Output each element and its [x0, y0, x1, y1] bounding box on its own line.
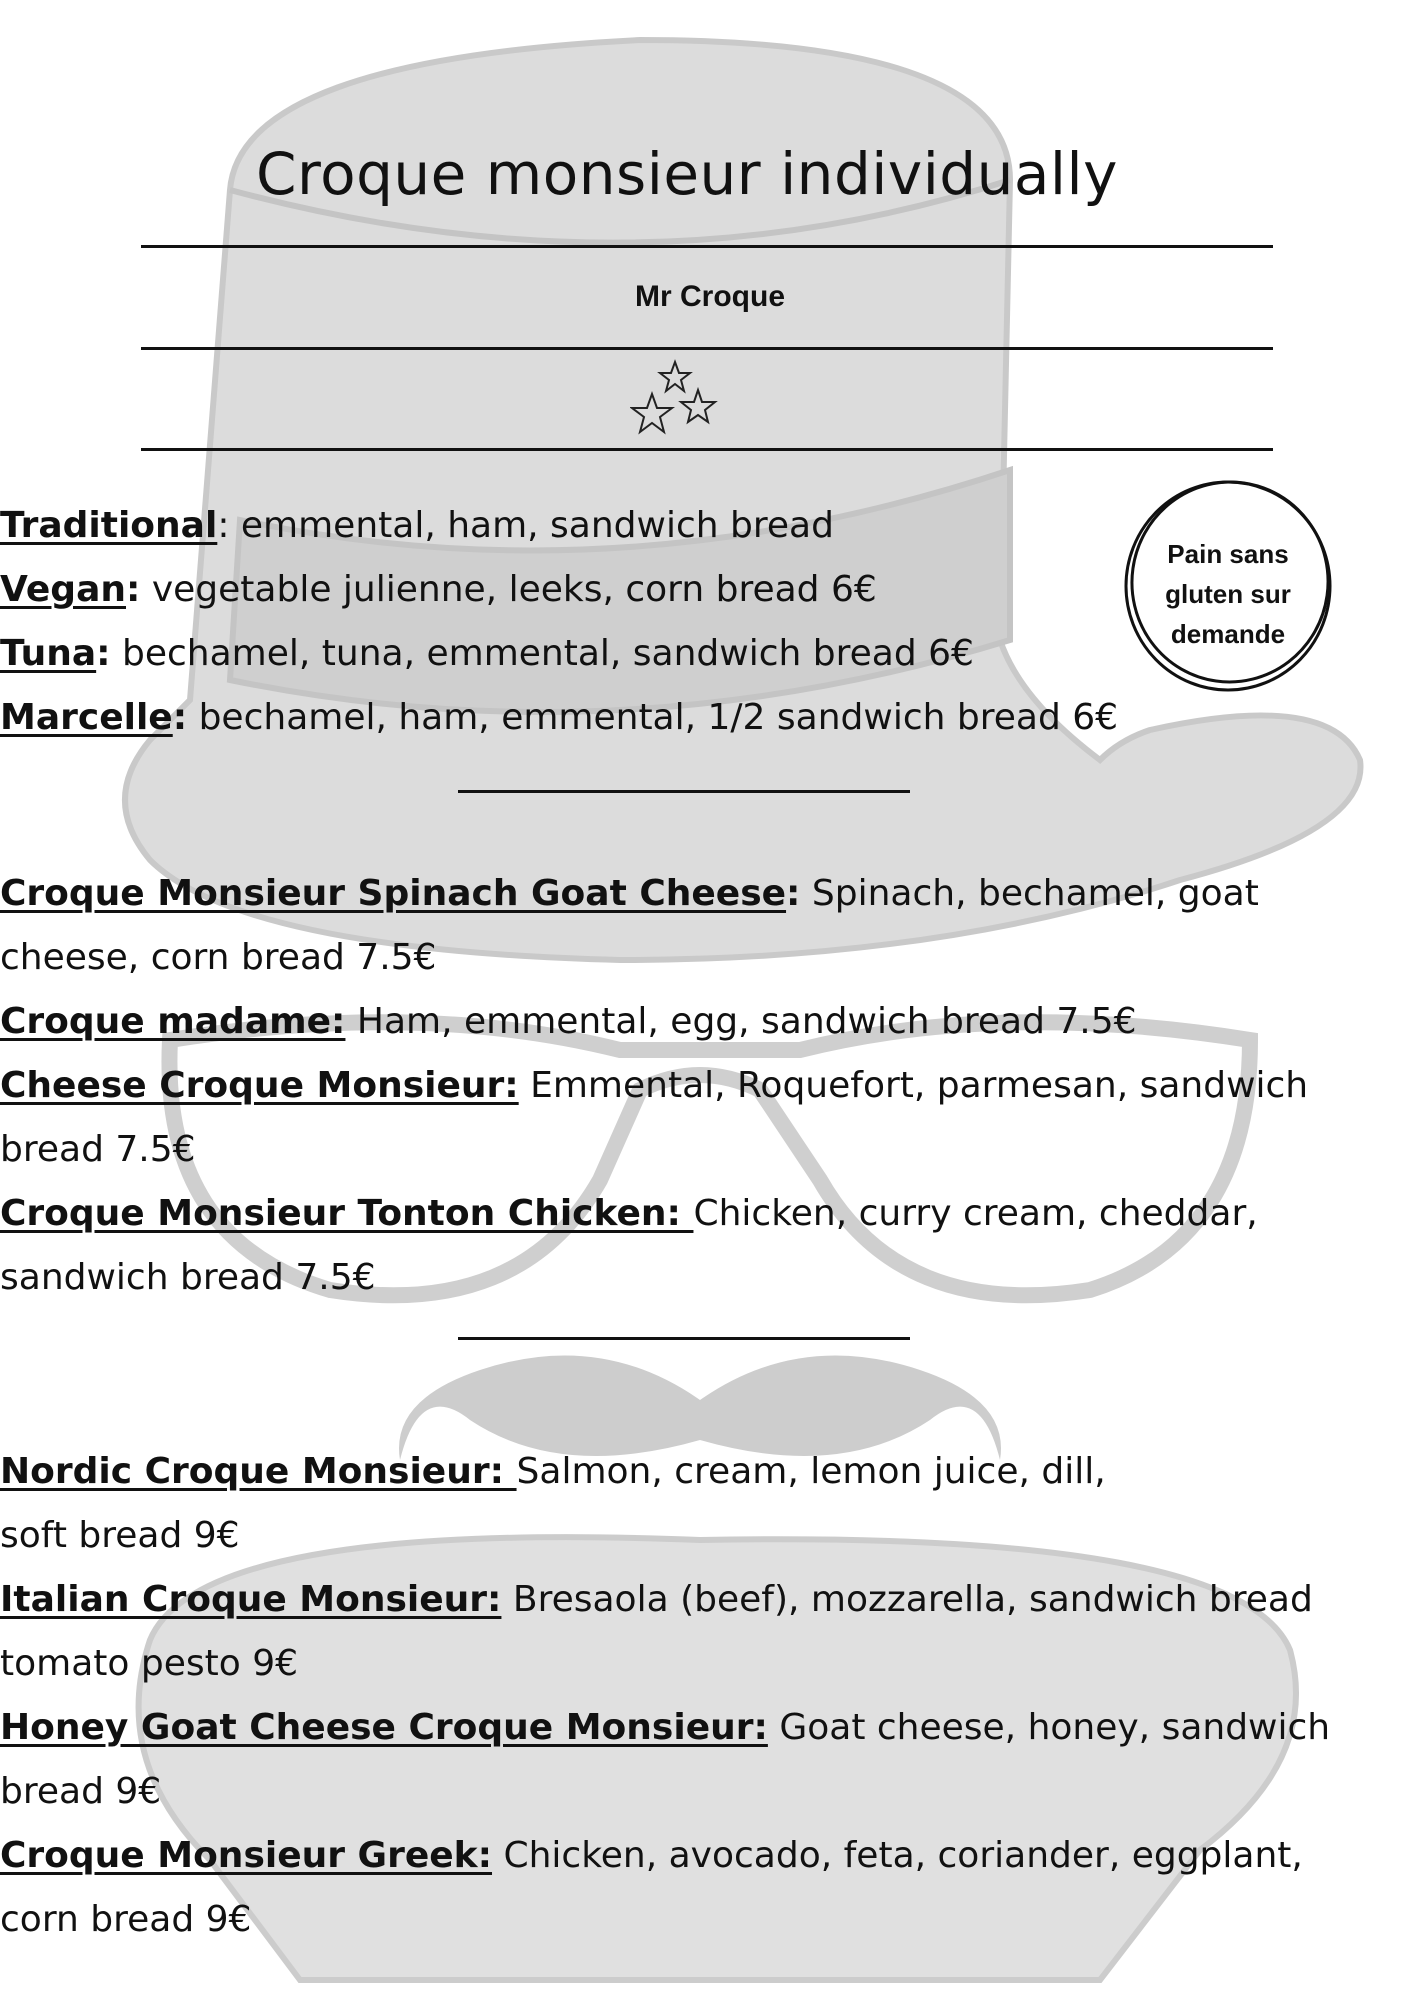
menu-item	[0, 1568, 1360, 1696]
menu-item-desc: emmental, ham, sandwich bread	[229, 505, 834, 546]
menu-section-premium	[0, 1440, 1360, 1952]
menu-item-desc: Ham, emmental, egg, sandwich bread 7.5€	[345, 1001, 1137, 1042]
menu-item-desc: vegetable julienne, leeks, corn bread 6€	[140, 569, 877, 610]
stars-icon	[630, 358, 720, 448]
menu-item-desc: Chicken, avocado, feta, coriander, eggplant, corn bread 9€	[0, 1835, 1303, 1940]
section-divider	[458, 790, 910, 793]
menu-item-name: Tuna	[0, 633, 97, 674]
menu-item	[0, 1824, 1360, 1952]
brand-name: Mr Croque	[635, 280, 785, 313]
badge-line: gluten sur	[1165, 579, 1291, 609]
badge-text	[1148, 534, 1308, 654]
menu-item-desc: Salmon, cream, lemon juice, dill,	[516, 1451, 1106, 1492]
menu-item-name: Croque Monsieur Tonton Chicken:	[0, 1193, 694, 1234]
menu-item	[0, 1182, 1405, 1310]
menu-item-name: Marcelle	[0, 697, 173, 738]
menu-item	[0, 1054, 1405, 1182]
menu-item	[0, 558, 1130, 622]
menu-item-desc: Spinach, bechamel, goat cheese, corn bread 7.5€	[0, 873, 1259, 978]
menu-item	[0, 622, 1130, 686]
menu-section-classic	[0, 494, 1130, 750]
menu-item	[0, 1440, 1360, 1568]
menu-item	[0, 686, 1130, 750]
menu-item-sep: :	[786, 873, 801, 914]
menu-item-name: Cheese Croque Monsieur:	[0, 1065, 519, 1106]
menu-item	[0, 494, 1130, 558]
menu-item-desc: bechamel, ham, emmental, 1/2 sandwich bread 6€	[187, 697, 1119, 738]
menu-item-desc: Chicken, curry cream, cheddar, sandwich bread 7.5€	[0, 1193, 1258, 1298]
menu-item-sep: :	[126, 569, 141, 610]
divider	[141, 245, 1273, 248]
menu-item	[0, 990, 1405, 1054]
menu-item-name: Nordic Croque Monsieur:	[0, 1451, 517, 1492]
menu-item-name: Vegan	[0, 569, 126, 610]
badge-line: Pain sans	[1167, 539, 1289, 569]
menu-item-desc: bechamel, tuna, emmental, sandwich bread 6€	[110, 633, 974, 674]
section-divider	[458, 1337, 910, 1340]
menu-item-name: Croque Monsieur Spinach Goat Cheese	[0, 873, 787, 914]
divider	[141, 347, 1273, 350]
menu-item-name: Traditional	[0, 505, 218, 546]
menu-item-sep: :	[96, 633, 111, 674]
menu-item	[0, 862, 1405, 990]
menu-item-desc: Goat cheese, honey, sandwich bread 9€	[0, 1707, 1331, 1812]
page-title: Croque monsieur individually	[256, 140, 1118, 208]
menu-item-sep: :	[217, 505, 230, 546]
gluten-free-badge	[1118, 476, 1338, 696]
menu-item-name: Croque Monsieur Greek:	[0, 1835, 493, 1876]
badge-line: demande	[1170, 619, 1286, 649]
menu-item	[0, 1696, 1360, 1824]
menu-section-specials	[0, 862, 1405, 1310]
menu-item-sep: :	[172, 697, 188, 738]
menu-item-name: Italian Croque Monsieur:	[0, 1579, 502, 1620]
menu-item-desc: Emmental, Roquefort, parmesan, sandwich bread 7.5€	[0, 1065, 1309, 1170]
menu-item-desc: Bresaola (beef), mozzarella, sandwich bread tomato pesto 9€	[0, 1579, 1313, 1684]
divider	[141, 448, 1273, 451]
menu-item-name: Croque madame:	[0, 1001, 346, 1042]
menu-item-name: Honey Goat Cheese Croque Monsieur:	[0, 1707, 768, 1748]
menu-item-desc-continued: soft bread 9€	[0, 1515, 240, 1556]
